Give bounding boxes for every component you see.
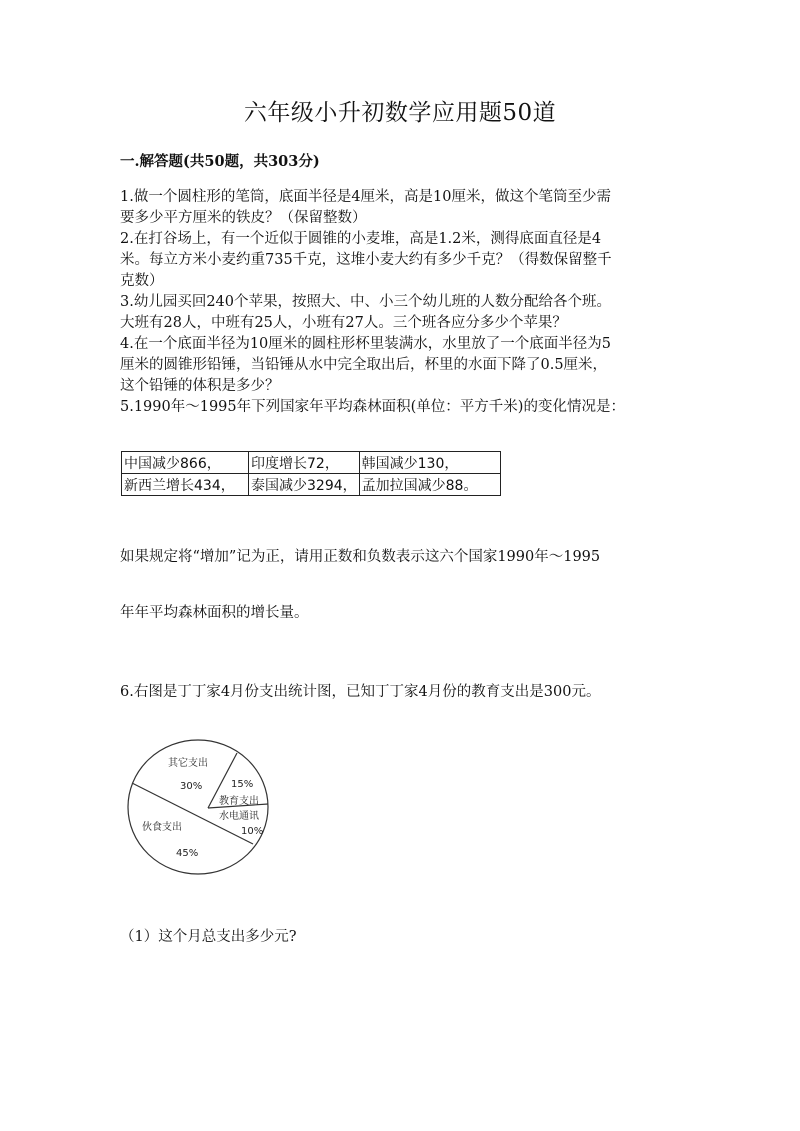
table-row	[122, 452, 501, 474]
pie-slice-label: 水电通讯	[219, 811, 259, 822]
table-cell: 泰国减少3294，	[249, 474, 360, 496]
table-cell: 中国减少866，	[122, 452, 249, 474]
forest-change-table-wrap	[121, 451, 501, 496]
question-5-text: 如果规定将“增加”记为正，请用正数和负数表示这六个国家1990年～1995	[120, 549, 601, 565]
question-3-line: 大班有28人，中班有25人，小班有27人。三个班各应分多少个苹果？	[120, 315, 567, 331]
forest-change-table	[121, 451, 501, 496]
pie-slice-label: 其它支出	[168, 758, 208, 769]
table-cell: 印度增长72，	[249, 452, 360, 474]
question-6-intro: 6.右图是丁丁家4月份支出统计图，已知丁丁家4月份的教育支出是300元。	[120, 684, 601, 700]
question-2-line: 克数）	[120, 273, 164, 289]
question-5-intro: 5.1990年～1995年下列国家年平均森林面积(单位：平方千米)的变化情况是：	[120, 399, 625, 415]
question-5-text: 年年平均森林面积的增长量。	[120, 605, 309, 621]
page-title: 六年级小升初数学应用题50道	[243, 100, 557, 126]
table-cell: 孟加拉国减少88。	[359, 474, 500, 496]
question-2-line: 米。每立方米小麦约重735千克，这堆小麦大约有多少千克？（得数保留整千	[120, 252, 612, 268]
expense-pie-chart	[124, 737, 284, 877]
question-3-line: 3.幼儿园买回240个苹果，按照大、中、小三个幼儿班的人数分配给各个班。	[120, 294, 612, 310]
question-1-line: 要多少平方厘米的铁皮？（保留整数）	[120, 210, 367, 226]
question-4-line: 厘米的圆锥形铅锤，当铅锤从水中完全取出后，杯里的水面下降了0.5厘米，	[120, 357, 608, 373]
pie-slice-percent: 10%	[241, 826, 264, 837]
question-4-line: 4.在一个底面半径为10厘米的圆柱形杯里装满水，水里放了一个底面半径为5	[120, 336, 612, 352]
question-1-line: 1.做一个圆柱形的笔筒，底面半径是4厘米，高是10厘米，做这个笔筒至少需	[120, 189, 612, 205]
pie-slice-percent: 45%	[176, 848, 199, 859]
question-2	[120, 229, 685, 292]
question-4	[120, 334, 685, 397]
question-3	[120, 292, 685, 334]
question-2-line: 2.在打谷场上，有一个近似于圆锥的小麦堆，高是1.2米，测得底面直径是4	[120, 231, 602, 247]
pie-slice-percent: 15%	[231, 779, 254, 790]
pie-slice-label: 伙食支出	[142, 822, 182, 833]
pie-slice-percent: 30%	[180, 781, 203, 792]
section-heading: 一.解答题(共50题，共303分)	[120, 153, 320, 170]
question-6-subquestion-1: （1）这个月总支出多少元?	[120, 929, 297, 945]
table-cell: 新西兰增长434，	[122, 474, 249, 496]
question-5	[120, 397, 685, 418]
table-row	[122, 474, 501, 496]
pie-svg	[124, 737, 284, 877]
pie-slice-label: 教育支出	[219, 796, 259, 807]
question-1	[120, 187, 685, 229]
question-4-line: 这个铅锤的体积是多少？	[120, 378, 280, 394]
table-cell: 韩国减少130，	[359, 452, 500, 474]
